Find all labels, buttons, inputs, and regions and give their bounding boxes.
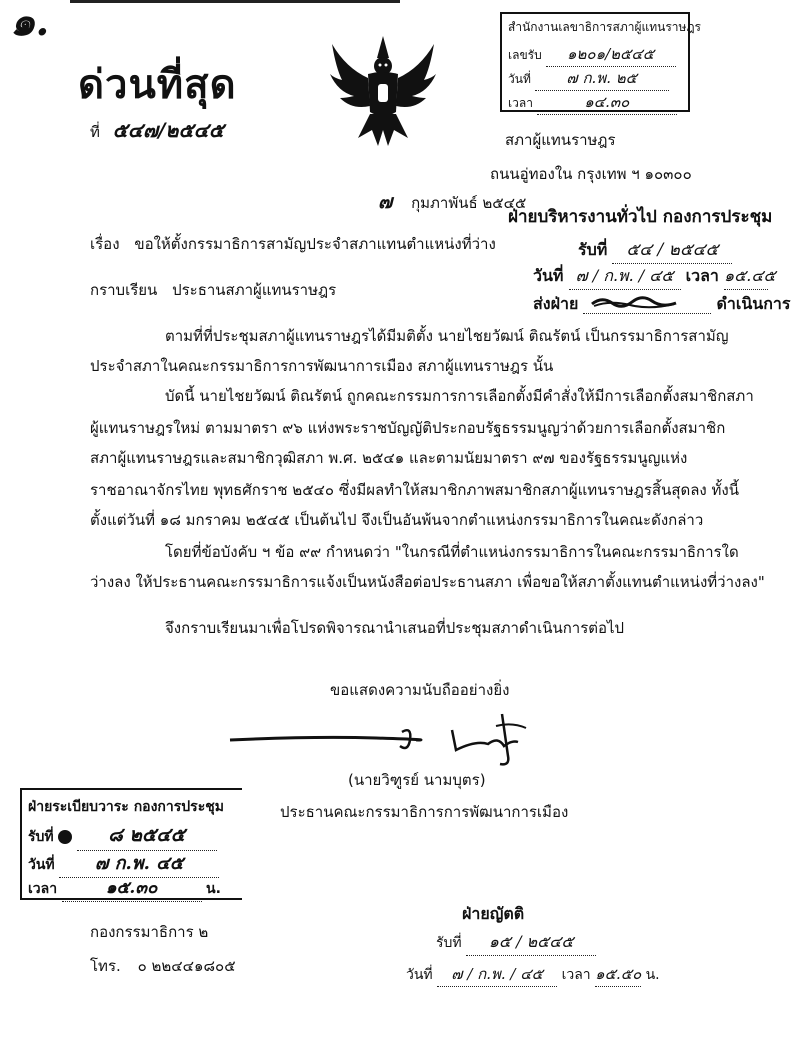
top-rule <box>70 0 400 3</box>
page-number: ๑. <box>10 0 50 45</box>
body-p2-line2: ผู้แทนราษฎรใหม่ ตามมาตรา ๙๖ แห่งพระราชบัญญัติประกอบรัฐธรรมนูญว่าด้วยการเลือกตั้งสมาชิก <box>90 419 726 437</box>
bottom-receive-label: รับที่ <box>28 829 54 845</box>
legal-date-value: ๗ / ก.พ. / ๔๕ <box>437 962 557 987</box>
legal-date-label: วันที่ <box>406 967 433 983</box>
bottom-time-unit: น. <box>206 881 221 897</box>
division-receive-value: ๕๔ / ๒๕๔๕ <box>612 236 732 264</box>
division-action: ดำเนินการ <box>716 294 791 313</box>
body-p3-line1: โดยที่ข้อบังคับ ฯ ข้อ ๙๙ กำหนดว่า "ในกรณีที่ตำแหน่งกรรมาธิการในคณะกรรมาธิการใด <box>165 543 739 561</box>
sender-address: ถนนอู่ทองใน กรุงเทพ ฯ ๑๐๓๐๐ <box>490 165 692 183</box>
legal-time-unit: น. <box>645 967 660 983</box>
sender-org: สภาผู้แทนราษฎร <box>505 131 616 149</box>
salutation-label: กราบเรียน <box>90 281 158 299</box>
receipt-stamp-title: สำนักงานเลขาธิการสภาผู้แทนราษฎร <box>508 20 701 34</box>
letter-date <box>378 192 526 213</box>
receipt-date-value: ๗ ก.พ. ๒๕ <box>535 66 669 91</box>
division-date-label: วันที่ <box>533 266 564 285</box>
garuda-emblem <box>328 34 438 149</box>
bottom-receive-value: ๘ ๒๕๔๕ <box>77 820 217 851</box>
body-p2-line4: ราชอาณาจักรไทย พุทธศักราช ๒๕๔๐ ซึ่งมีผลทำให้สมาชิกภาพสมาชิกสภาผู้แทนราษฎรสิ้นสุดลง ทั้งนี้ <box>90 481 739 499</box>
signer-position: ประธานคณะกรรมาธิการการพัฒนาการเมือง <box>280 803 569 821</box>
salutation-text: ประธานสภาผู้แทนราษฎร <box>172 281 337 299</box>
body-p2-line1: บัดนี้ นายไชยวัฒน์ ติณรัตน์ ถูกคณะกรรมการการเลือกตั้งมีคำสั่งให้มีการเลือกตั้งสมาชิกสภา <box>165 387 754 405</box>
urgency-label: ด่วนที่สุด <box>78 62 237 108</box>
legal-receive-label: รับที่ <box>436 935 462 951</box>
doc-number-value: ๕๔๗/๒๕๔๕ <box>112 118 224 142</box>
body-p1-line1: ตามที่ที่ประชุมสภาผู้แทนราษฎรได้มีมติตั้ง นายไชยวัฒน์ ติณรัตน์ เป็นกรรมาธิการสามัญ <box>165 327 729 345</box>
scribble-strike <box>590 294 680 310</box>
subject-text: ขอให้ตั้งกรรมาธิการสามัญประจำสภาแทนตำแหน่งที่ว่าง <box>134 235 496 253</box>
legal-receive-value: ๑๕ / ๒๕๔๕ <box>466 930 596 956</box>
division-stamp-date <box>533 264 776 290</box>
footer-phone-label: โทร. <box>90 957 121 975</box>
signature <box>226 706 556 770</box>
legal-time-value: ๑๕.๕๐ <box>595 962 641 987</box>
receipt-time-value: ๑๔.๓๐ <box>537 90 677 115</box>
body-p2-line3: สภาผู้แทนราษฎรและสมาชิกวุฒิสภา พ.ศ. ๒๕๔๑ และตามนัยมาตรา ๙๗ ของรัฐธรรมนูญแห่ง <box>90 449 688 467</box>
legal-stamp-date <box>406 962 660 987</box>
signer-name: (นายวิฑูรย์ นามบุตร) <box>348 771 486 789</box>
body-p2-line5: ตั้งแต่วันที่ ๑๘ มกราคม ๒๕๔๕ เป็นต้นไป จึงเป็นอันพ้นจากตำแหน่งกรรมาธิการในคณะดังกล่าว <box>90 511 704 529</box>
division-stamp-title: ฝ่ายบริหารงานทั่วไป กองการประชุม <box>508 207 773 227</box>
footer-department: กองกรรมาธิการ ๒ <box>90 923 209 941</box>
body-p4: จึงกราบเรียนมาเพื่อโปรดพิจารณานำเสนอที่ประชุมสภาดำเนินการต่อไป <box>165 619 625 637</box>
receipt-receive-label: เลขรับ <box>508 48 542 62</box>
bottom-date-label: วันที่ <box>28 857 55 873</box>
subject-label: เรื่อง <box>90 235 120 253</box>
division-time-label: เวลา <box>685 266 719 285</box>
closing: ขอแสดงความนับถืออย่างยิ่ง <box>330 681 510 699</box>
bottom-stamp <box>20 788 242 900</box>
receipt-stamp-top <box>500 12 701 112</box>
bottom-stamp-dot <box>58 830 72 844</box>
footer-phone <box>90 956 236 976</box>
division-receive-label: รับที่ <box>578 240 608 259</box>
doc-number <box>90 120 224 142</box>
body-p1-line2: ประจำสภาในคณะกรรมาธิการการพัฒนาการเมือง สภาผู้แทนราษฎร นั้น <box>90 357 554 375</box>
footer-phone-number: ๐ ๒๒๔๔๑๘๐๕ <box>137 957 236 975</box>
division-date-value: ๗ / ก.พ. / ๔๕ <box>569 264 681 290</box>
legal-time-label: เวลา <box>561 967 591 983</box>
letter-date-month-year: กุมภาพันธ์ ๒๕๔๕ <box>411 194 527 212</box>
bottom-time-value: ๑๕.๓๐ <box>62 874 202 902</box>
division-time-value: ๑๕.๔๕ <box>724 264 768 290</box>
salutation-line <box>90 280 336 300</box>
bottom-stamp-title: ฝ่ายระเบียบวาระ กองการประชุม <box>28 799 224 815</box>
receipt-receive-value: ๑๒๐๑/๒๕๔๕ <box>546 42 676 67</box>
division-stamp-receive <box>578 236 732 264</box>
legal-stamp-receive <box>436 930 596 956</box>
legal-stamp-title: ฝ่ายญัตติ <box>462 904 525 923</box>
letter-date-day: ๗ <box>378 191 393 213</box>
division-send-label: ส่งฝ่าย <box>533 294 579 313</box>
bottom-time-label: เวลา <box>28 881 58 897</box>
receipt-date-label: วันที่ <box>508 72 531 86</box>
body-p3-line2: ว่างลง ให้ประธานคณะกรรมาธิการแจ้งเป็นหนังสือต่อประธานสภา เพื่อขอให้สภาตั้งแทนตำแหน่งที่ว่างลง" <box>90 573 765 591</box>
bottom-date-value: ๗ ก.พ. ๔๕ <box>59 848 219 878</box>
doc-number-label: ที่ <box>90 123 100 141</box>
receipt-time-label: เวลา <box>508 96 533 110</box>
subject-line <box>90 234 496 254</box>
